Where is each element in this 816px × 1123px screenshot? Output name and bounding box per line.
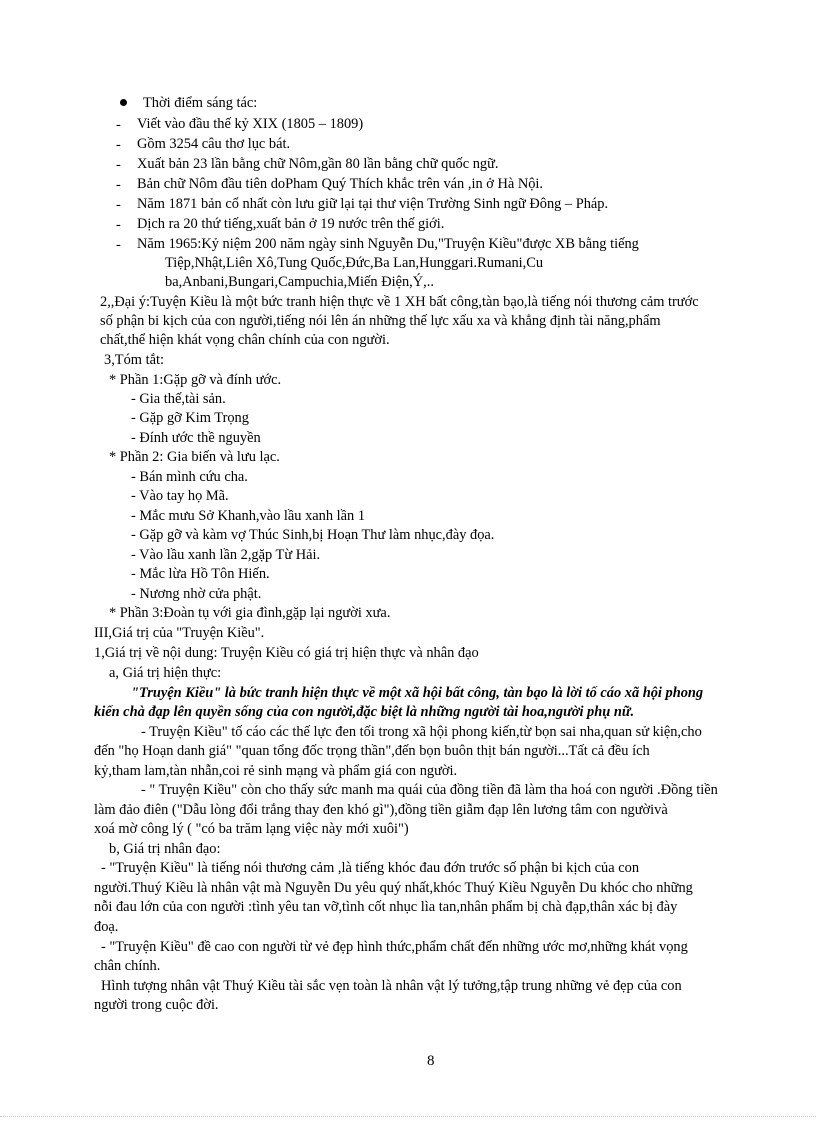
part-3-heading: * Phần 3:Đoàn tụ với gia đình,gặp lại người xưa. bbox=[109, 605, 391, 621]
humanism-para-2: chân chính. bbox=[94, 958, 161, 974]
realism-heading: a, Giá trị hiện thực: bbox=[109, 665, 222, 681]
compose-item: Xuất bản 23 lần bằng chữ Nôm,gần 80 lần bằng chữ quốc ngữ. bbox=[137, 156, 499, 172]
part-2-item: - Gặp gỡ và kàm vợ Thúc Sinh,bị Hoạn Thư làm nhục,đày đọa. bbox=[131, 527, 495, 543]
humanism-para-3: người trong cuộc đời. bbox=[94, 997, 219, 1013]
part-2-item: - Mắc mưu Sở Khanh,vào lầu xanh lần 1 bbox=[131, 508, 366, 524]
realism-para-2: - " Truyện Kiều" còn cho thấy sức manh ma quái của đồng tiền đã làm tha hoá con người .Đồng tiền bbox=[141, 782, 718, 798]
part-1-item: - Gia thế,tài sản. bbox=[131, 391, 226, 407]
section-3-heading: 3,Tóm tắt: bbox=[104, 352, 164, 368]
bullet-icon bbox=[120, 99, 127, 106]
part-1-heading: * Phần 1:Gặp gỡ và đính ước. bbox=[109, 372, 282, 388]
dash-icon: - bbox=[116, 237, 121, 253]
humanism-para-1: đoạ. bbox=[94, 919, 119, 935]
section-iii-heading: III,Giá trị của "Truyện Kiều". bbox=[94, 625, 265, 641]
dash-icon: - bbox=[116, 217, 121, 233]
realism-para-2: xoá mờ công lý ( "có ba trăm lạng việc này mới xuôi") bbox=[94, 821, 409, 837]
part-1-item: - Gặp gỡ Kim Trọng bbox=[131, 410, 249, 426]
realism-para-1: - Truyện Kiều" tố cáo các thế lực đen tối trong xã hội phong kiến,từ bọn sai nha,quan sử kiện,cho bbox=[141, 724, 702, 740]
page-number: 8 bbox=[427, 1053, 435, 1069]
dash-icon: - bbox=[116, 137, 121, 153]
humanism-heading: b, Giá trị nhân đạo: bbox=[109, 841, 221, 857]
realism-para-1: kỷ,tham lam,tàn nhẫn,coi rẻ sinh mạng và phẩm giá con người. bbox=[94, 763, 458, 779]
compose-item: Viết vào đầu thế kỷ XIX (1805 – 1809) bbox=[137, 116, 364, 132]
section-2-line: 2,,Đại ý:Tuyện Kiều là một bức tranh hiện thực về 1 XH bất công,tàn bạo,là tiếng nói thương cảm trước bbox=[100, 294, 699, 310]
humanism-para-3: Hình tượng nhân vật Thuý Kiều tài sắc vẹn toàn là nhân vật lý tưởng,tập trung những vẻ đẹp của con bbox=[101, 978, 682, 994]
part-2-heading: * Phần 2: Gia biến và lưu lạc. bbox=[109, 449, 280, 465]
dash-icon: - bbox=[116, 157, 121, 173]
part-2-item: - Bán mình cứu cha. bbox=[131, 469, 248, 485]
realism-para-1: đến "họ Hoạn danh giá" "quan tổng đốc trọng thần",đến bọn buôn thịt bán người...Tất cả đều ích bbox=[94, 743, 650, 759]
compose-item-continued: Tiệp,Nhật,Liên Xô,Tung Quốc,Đức,Ba Lan,Hunggari.Rumani,Cu bbox=[165, 255, 544, 271]
humanism-para-1: người.Thuý Kiều là nhân vật mà Nguyễn Du yêu quý nhất,khóc Thuý Kiều Nguyễn Du khóc cho những bbox=[94, 880, 693, 896]
part-2-item: - Nương nhờ cửa phật. bbox=[131, 586, 262, 602]
compose-item-continued: ba,Anbani,Bungari,Campuchia,Miến Điện,Ý,.. bbox=[165, 274, 434, 290]
section-2-line: chất,thể hiện khát vọng chân chính của con người. bbox=[100, 332, 390, 348]
humanism-para-1: nỗi đau lớn của con người :tình yêu tan vỡ,tình cốt nhục lìa tan,nhân phẩm bị chà đạp,thân xác bị đày bbox=[94, 899, 678, 915]
compose-item: Năm 1871 bản cổ nhất còn lưu giữ lại tại thư viện Trường Sinh ngữ Đông – Pháp. bbox=[137, 196, 609, 212]
part-2-item: - Vào tay họ Mã. bbox=[131, 488, 229, 504]
section-2-line: số phận bi kịch của con người,tiếng nói lên án những thế lực xấu xa và khẳng định tài năng,phẩm bbox=[100, 313, 661, 329]
dash-icon: - bbox=[116, 117, 121, 133]
compose-item: Gồm 3254 câu thơ lục bát. bbox=[137, 136, 291, 152]
realism-italic-line: "Truyện Kiều" là bức tranh hiện thực về một xã hội bất công, tàn bạo là lời tố cáo xã hội phong bbox=[131, 685, 704, 701]
section-iii-1-heading: 1,Giá trị về nội dung: Truyện Kiều có giá trị hiện thực và nhân đạo bbox=[94, 645, 479, 661]
dash-icon: - bbox=[116, 197, 121, 213]
part-2-item: - Vào lầu xanh lần 2,gặp Từ Hải. bbox=[131, 547, 321, 563]
dash-icon: - bbox=[116, 177, 121, 193]
realism-italic-line: kiến chà đạp lên quyền sống của con người,đặc biệt là những người tài hoa,người phụ nữ. bbox=[94, 704, 635, 720]
page-bottom-edge bbox=[0, 1116, 816, 1117]
compose-bullet-text: Thời điểm sáng tác: bbox=[143, 95, 258, 111]
compose-item: Năm 1965:Kỷ niệm 200 năm ngày sinh Nguyễn Du,"Truyện Kiều"được XB bằng tiếng bbox=[137, 236, 639, 252]
realism-para-2: làm đảo điên ("Dẫu lòng đổi trắng thay đen khó gì"),đồng tiền giẫm đạp lên lương tâm con ngườivà bbox=[94, 802, 668, 818]
compose-item: Bản chữ Nôm đầu tiên doPham Quý Thích khắc trên ván ,in ở Hà Nội. bbox=[137, 176, 544, 192]
humanism-para-2: - "Truyện Kiều" đề cao con người từ vẻ đẹp hình thức,phẩm chất đến những ước mơ,những khát vọng bbox=[101, 939, 688, 955]
compose-item: Dịch ra 20 thứ tiếng,xuất bản ở 19 nước trên thế giới. bbox=[137, 216, 445, 232]
humanism-para-1: - "Truyện Kiều" là tiếng nói thương cảm ,là tiếng khóc đau đớn trước số phận bi kịch của con bbox=[101, 860, 640, 876]
part-1-item: - Đính ước thề nguyền bbox=[131, 430, 261, 446]
part-2-item: - Mắc lừa Hồ Tôn Hiến. bbox=[131, 566, 270, 582]
